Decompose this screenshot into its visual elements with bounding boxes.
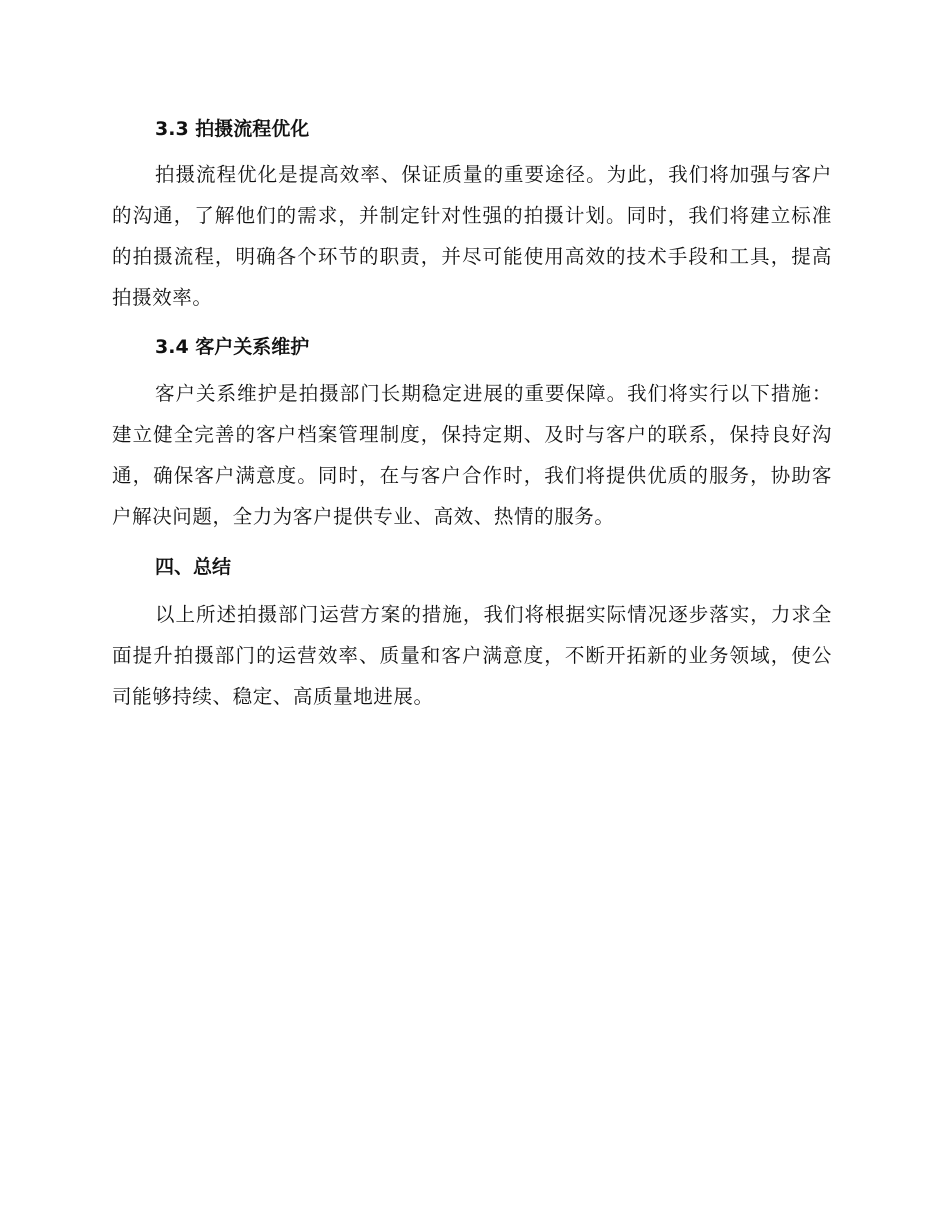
section-heading-3-3: 3.3 拍摄流程优化 — [155, 118, 310, 140]
section-heading-summary: 四、总结 — [155, 556, 232, 578]
section-heading-3-4: 3.4 客户关系维护 — [155, 336, 310, 358]
section-paragraph-3-3: 拍摄流程优化是提高效率、保证质量的重要途径。为此，我们将加强与客户的沟通，了解他们的需求，并制定针对性强的拍摄计划。同时，我们将建立标准的拍摄流程，明确各个环节的职责，并尽可能使用高效的技术手段和工具，提高拍摄效率。 — [112, 163, 832, 309]
section-paragraph-3-4: 客户关系维护是拍摄部门长期稳定进展的重要保障。我们将实行以下措施：建立健全完善的客户档案管理制度，保持定期、及时与客户的联系，保持良好沟通，确保客户满意度。同时，在与客户合作时，我们将提供优质的服务，协助客户解决问题，全力为客户提供专业、高效、热情的服务。 — [112, 382, 832, 528]
section-paragraph-summary: 以上所述拍摄部门运营方案的措施，我们将根据实际情况逐步落实，力求全面提升拍摄部门的运营效率、质量和客户满意度，不断开拓新的业务领域，使公司能够持续、稳定、高质量地进展。 — [112, 603, 832, 708]
document-body — [112, 112, 832, 717]
